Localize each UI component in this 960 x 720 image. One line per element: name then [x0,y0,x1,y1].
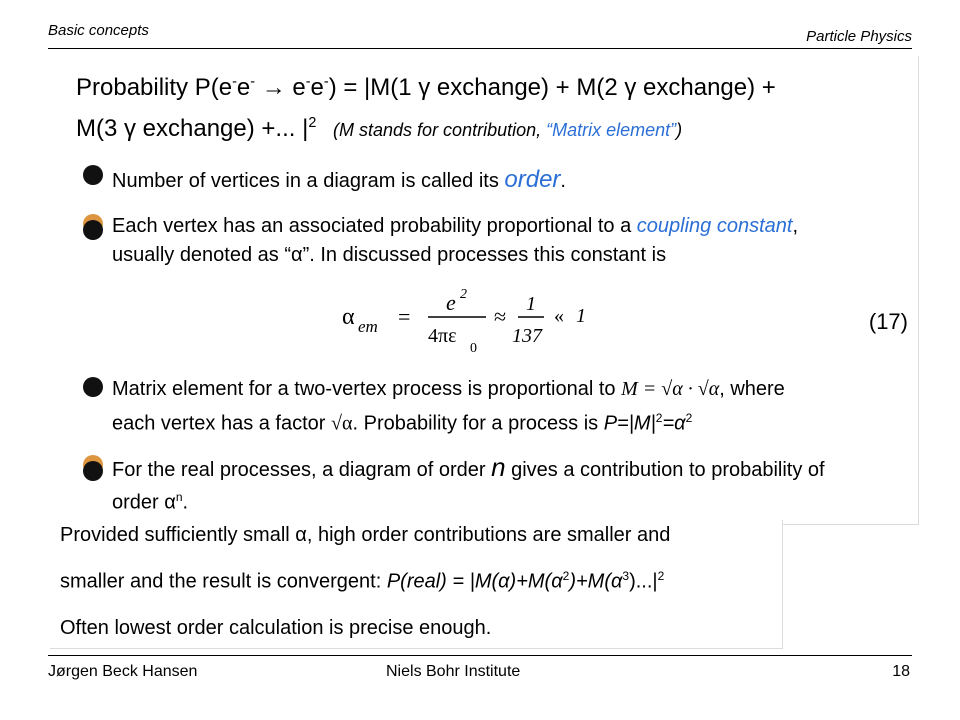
bullet-coupling: Each vertex has an associated probability proportional to a coupling constant, [112,215,798,237]
formula-frac2-num: 1 [526,293,536,315]
formula-much-less: « [554,305,564,327]
formula-num-sup: 2 [460,287,467,302]
bottom-line-3: Often lowest order calculation is precise enough. [60,617,492,639]
formula-num: e [446,290,456,315]
formula-frac2-den: 137 [512,325,542,347]
bullet-matrix: Matrix element for a two-vertex process is proportional to M = √α · √α, where [112,378,785,400]
footer-institute: Niels Bohr Institute [386,663,521,680]
formula-den: 4πε [428,325,457,347]
bullet-real-processes: For the real processes, a diagram of order n gives a contribution to probability of [112,452,825,482]
probability-line: Probability P(e-e- → e-e-) = |M(1 γ exchange) + M(2 γ exchange) + [76,74,776,101]
formula-approx: ≈ [494,304,507,329]
course-title: Particle Physics [806,28,912,45]
bullet-order: Number of vertices in a diagram is called its order. [112,166,566,193]
formula-den-sub: 0 [470,341,477,356]
bullet-coupling-cont: usually denoted as “α”. In discussed processes this constant is [112,244,667,266]
alpha-em-formula [340,280,600,360]
formula-lhs-sub: em [358,317,378,336]
footer-divider [48,655,912,656]
equation-number: (17) [868,309,908,334]
bullet-matrix-cont: each vertex has a factor √α. Probability for a process is $P=|M|^2=\alpha^2$ [112,411,693,435]
bullet-icon [83,461,103,481]
formula-eq: = [398,304,411,329]
bullet-icon [83,377,103,397]
section-title: Basic concepts [48,22,149,39]
page-number: 18 [892,663,910,680]
bottom-line-1: Provided sufficiently small α, high order contributions are smaller and [60,524,671,546]
probability-line-2: M(3 γ exchange) +... $|^2$ (M stands for contribution, “Matrix element”) [76,115,683,142]
formula-one: 1 [576,305,586,327]
bullet-real-processes-cont: order $\alpha^n$. [112,490,189,514]
formula-lhs: α [342,304,355,330]
bottom-line-2: smaller and the result is convergent: P(real) = $|M(\alpha)+M(\alpha^2)+M(\alpha^3)...|^2$ [60,569,665,593]
bullet-icon [83,165,103,185]
header-divider [48,48,912,49]
footer-author: Jørgen Beck Hansen [48,663,198,680]
bullet-icon [83,220,103,240]
